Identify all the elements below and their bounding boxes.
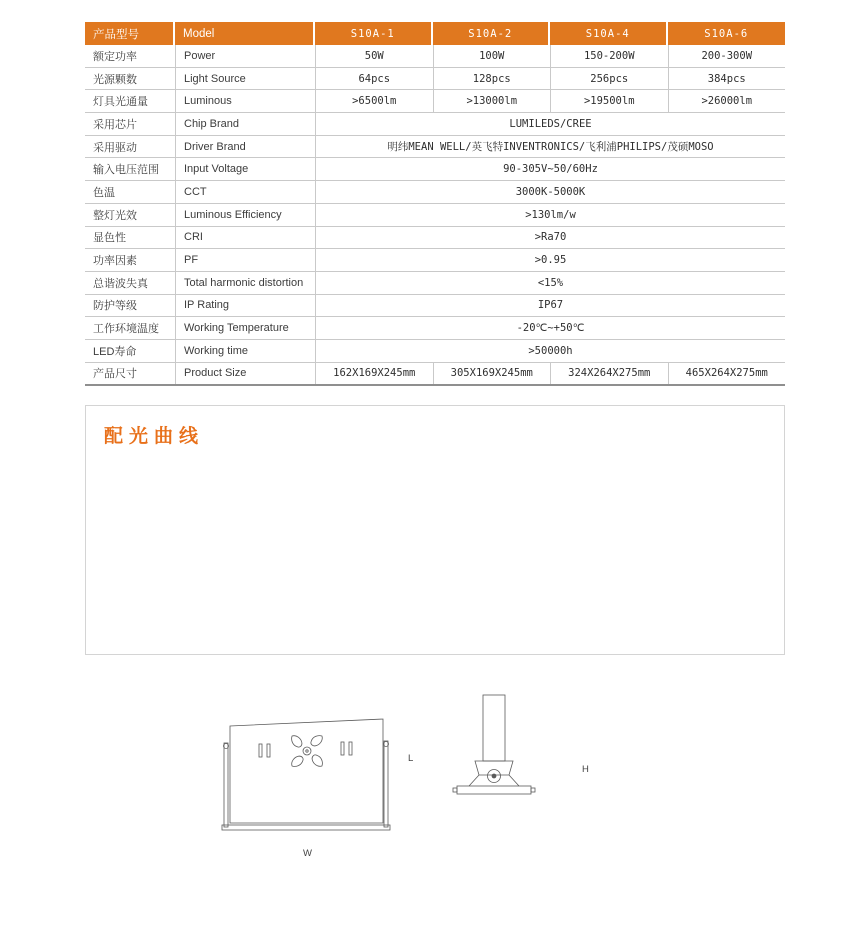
width-dimension-label: W [303, 848, 312, 859]
spec-value: 100W [433, 45, 551, 67]
col-header-model: S10A-6 [704, 27, 749, 40]
row-label-zh: 总谐波失真 [93, 277, 148, 290]
length-dimension-label: L [408, 753, 414, 764]
mounting-pole [483, 695, 505, 761]
spec-value-merged: IP67 [315, 295, 785, 317]
spec-value: 162X169X245mm [315, 363, 433, 385]
spec-value: >26000lm [668, 90, 786, 112]
table-row [85, 45, 785, 68]
spec-value: 150-200W [550, 45, 668, 67]
table-row [85, 158, 785, 181]
bracket-arm-right [384, 741, 388, 827]
spec-value-merged: >50000h [315, 340, 785, 362]
table-row [85, 68, 785, 91]
row-label-en: Driver Brand [175, 136, 315, 158]
spec-value-merged: -20℃~+50℃ [315, 317, 785, 339]
row-label-en: Luminous [175, 90, 315, 112]
row-label-zh: 产品尺寸 [93, 368, 137, 381]
row-label-en: Power [175, 45, 315, 67]
row-label-zh: 显色性 [93, 232, 126, 245]
table-row [85, 340, 785, 363]
spec-value: 465X264X275mm [668, 363, 786, 385]
row-label-zh: 色温 [93, 186, 115, 199]
bracket-bar [222, 825, 390, 830]
spec-value-merged: >130lm/w [315, 204, 785, 226]
section-title: 配光曲线 [104, 426, 205, 447]
spec-value-merged: >0.95 [315, 249, 785, 271]
spec-value-merged: 明纬MEAN WELL/英飞特INVENTRONICS/飞利浦PHILIPS/茂硕MOSO [315, 136, 785, 158]
row-label-zh: 采用驱动 [93, 141, 137, 154]
slot [259, 744, 262, 757]
row-label-zh: 灯具光通量 [93, 96, 148, 109]
table-row [85, 113, 785, 136]
row-label-en: CCT [175, 181, 315, 203]
spec-value: 305X169X245mm [433, 363, 551, 385]
spec-value: 128pcs [433, 68, 551, 90]
spec-value: 64pcs [315, 68, 433, 90]
table-row [85, 363, 785, 385]
row-label-en: Luminous Efficiency [175, 204, 315, 226]
spec-value: 50W [315, 45, 433, 67]
table-row [85, 295, 785, 318]
slot [349, 742, 352, 755]
row-label-en: PF [175, 249, 315, 271]
row-label-en: Total harmonic distortion [175, 272, 315, 294]
spec-value: 256pcs [550, 68, 668, 90]
front-view-drawing [215, 683, 425, 863]
col-header-model: S10A-2 [433, 22, 551, 45]
side-view-drawing [425, 683, 595, 863]
front-view-lines [222, 719, 390, 830]
row-label-zh: LED寿命 [93, 345, 137, 358]
spec-value-merged: LUMILEDS/CREE [315, 113, 785, 135]
spec-value: >6500lm [315, 90, 433, 112]
row-label-zh: 防护等级 [93, 300, 137, 313]
spec-value: 324X264X275mm [550, 363, 668, 385]
col-header-model: S10A-1 [315, 22, 433, 45]
bracket-arm-left [224, 743, 228, 827]
col-header-model: S10A-4 [550, 22, 668, 45]
row-label-zh: 额定功率 [93, 50, 137, 63]
center-ornament [289, 733, 326, 770]
row-label-en: Working time [175, 340, 315, 362]
slot [341, 742, 344, 755]
row-label-en: Input Voltage [175, 158, 315, 180]
row-label-zh: 整灯光效 [93, 209, 137, 222]
table-header-row [85, 22, 785, 45]
pole-flange [475, 761, 513, 775]
spec-value: >13000lm [433, 90, 551, 112]
side-view-lines [453, 695, 535, 794]
spec-value-merged: <15% [315, 272, 785, 294]
spec-value: >19500lm [550, 90, 668, 112]
row-label-en: Working Temperature [175, 317, 315, 339]
table-row [85, 272, 785, 295]
row-label-zh: 输入电压范围 [93, 164, 159, 177]
table-row [85, 136, 785, 159]
row-label-en: IP Rating [175, 295, 315, 317]
col-header-en: Model [175, 22, 315, 45]
spec-value: 384pcs [668, 68, 786, 90]
lamp-body [230, 719, 383, 823]
row-label-en: Chip Brand [175, 113, 315, 135]
row-label-zh: 工作环境温度 [93, 323, 159, 336]
table-row [85, 90, 785, 113]
table-row [85, 181, 785, 204]
mounting-plate [457, 786, 531, 794]
row-label-en: CRI [175, 227, 315, 249]
spec-value-merged: 3000K-5000K [315, 181, 785, 203]
row-label-zh: 光源颗数 [93, 73, 137, 86]
table-row [85, 249, 785, 272]
row-label-zh: 采用芯片 [93, 118, 137, 131]
spec-value-merged: 90-305V~50/60Hz [315, 158, 785, 180]
table-row [85, 204, 785, 227]
row-label-en: Product Size [175, 363, 315, 385]
spec-value-merged: >Ra70 [315, 227, 785, 249]
table-row [85, 227, 785, 250]
spec-value: 200-300W [668, 45, 786, 67]
spec-table [85, 22, 785, 386]
slot [267, 744, 270, 757]
hinge-bolt [492, 774, 496, 778]
col-header-zh: 产品型号 [85, 22, 175, 45]
row-label-zh: 功率因素 [93, 255, 137, 268]
row-label-en: Light Source [175, 68, 315, 90]
height-dimension-label: H [582, 764, 589, 775]
table-row [85, 317, 785, 340]
